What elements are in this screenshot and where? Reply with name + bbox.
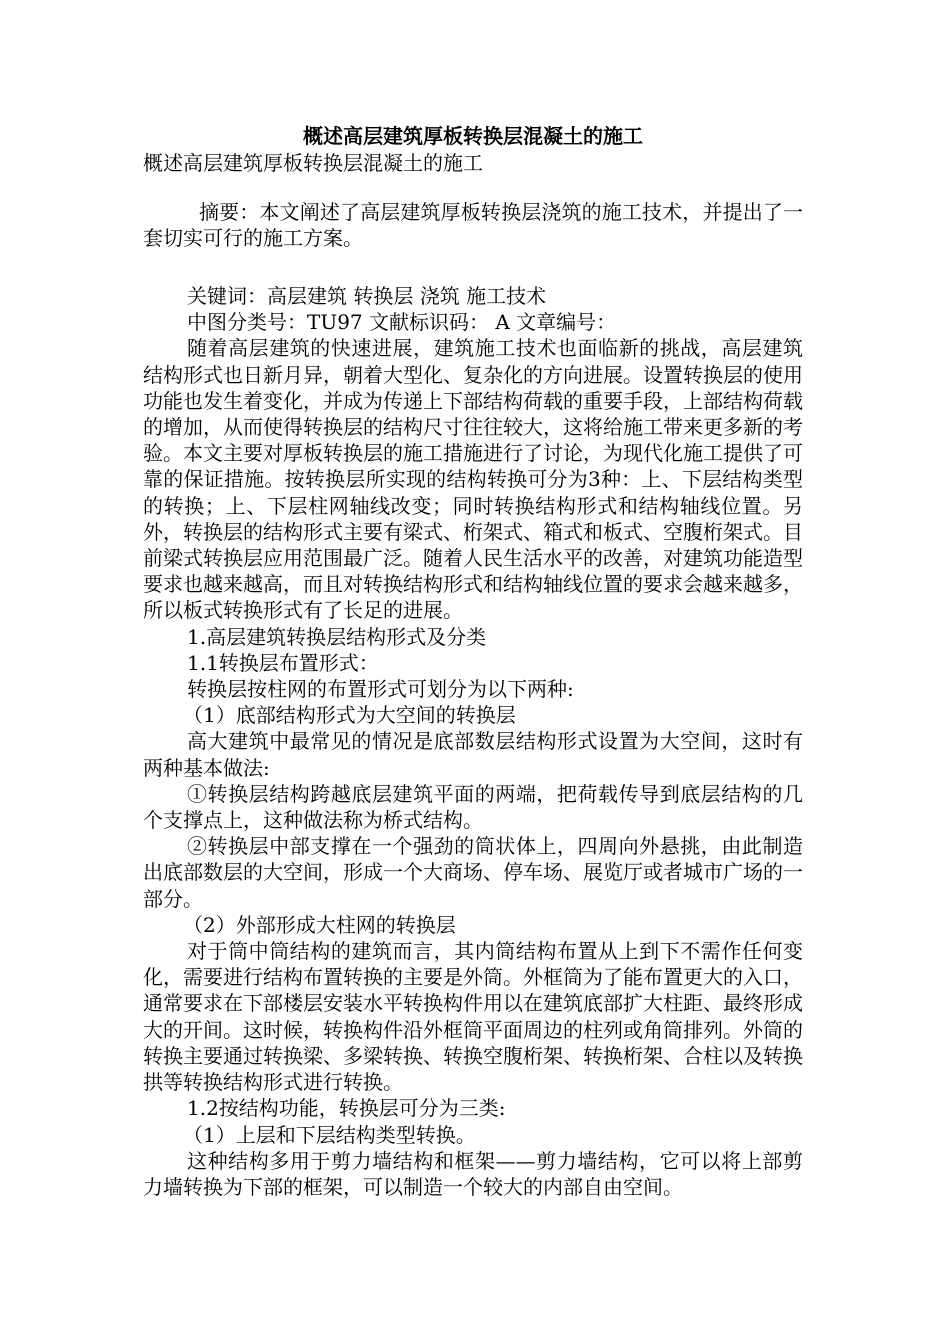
classification-line: 中图分类号：TU97 文献标识码： A 文章编号： (187, 310, 617, 335)
subsection-heading: 1.1转换层布置形式： (187, 650, 379, 675)
body-paragraph: 这种结构多用于剪力墙结构和框架——剪力墙结构，它可以将上部剪力墙转换为下部的框架，可以制造一个较大的内部自由空间。 (143, 1148, 803, 1199)
spacer (143, 251, 803, 283)
subsection-heading: 1.2按结构功能，转换层可分为三类: (187, 1096, 506, 1121)
list-item-heading: （2）外部形成大柱网的转换层 (183, 912, 456, 937)
body-paragraph: ①转换层结构跨越底层建筑平面的两端，把荷载传导到底层结构的几个支撑点上，这种做法称为桥式结构。 (143, 781, 803, 833)
body-paragraph: ②转换层中部支撑在一个强劲的筒状体上，四周向外悬挑，由此制造出底部数层的大空间，形成一个大商场、停车场、展览厅或者城市广场的一部分。 (143, 834, 803, 911)
list-item-heading: （1）底部结构形式为大空间的转换层 (183, 703, 516, 728)
body-paragraph: 转换层按柱网的布置形式可划分为以下两种: (187, 677, 574, 702)
list-item-heading: （1）上层和下层结构类型转换。 (183, 1122, 476, 1147)
document-page (143, 122, 803, 1200)
document-title: 概述高层建筑厚板转换层混凝土的施工 (303, 124, 643, 148)
body-paragraph: 对于筒中筒结构的建筑而言，其内筒结构布置从上到下不需作任何变化，需要进行结构布置转换的主要是外筒。外框筒为了能布置更大的入口，通常要求在下部楼层安装水平转换构件用以在建筑底部扩大柱距、最终形成大的开间。这时候，转换构件沿外框筒平面周边的柱列或角筒排列。外筒的转换主要通过转换梁、多梁转换、转换空腹桁架、转换桁架、合柱以及转换拱等转换结构形式进行转换。 (143, 939, 803, 1095)
keywords: 关键词：高层建筑 转换层 浇筑 施工技术 (187, 284, 547, 308)
body-paragraph: 高大建筑中最常见的情况是底部数层结构形式设置为大空间，这时有两种基本做法: (143, 729, 803, 780)
body-paragraph: 随着高层建筑的快速进展，建筑施工技术也面临新的挑战，高层建筑结构形式也日新月异，朝着大型化、复杂化的方向进展。设置转换层的使用功能也发生着变化，并成为传递上下部结构荷载的重要手段，上部结构荷载的增加，从而使得转换层的结构尺寸往往较大，这将给施工带来更多新的考验。本文主要对厚板转换层的施工措施进行了讨论，为现代化施工提供了可靠的保证措施。按转换层所实现的结构转换可分为3种：上、下层结构类型的转换；上、下层柱网轴线改变；同时转换结构形式和结构轴线位置。另外，转换层的结构形式主要有梁式、桁架式、箱式和板式、空腹桁架式。目前梁式转换层应用范围最广泛。随着人民生活水平的改善，对建筑功能造型要求也越来越高，而且对转换结构形式和结构轴线位置的要求会越来越多，所以板式转换形式有了长足的进展。 (143, 336, 803, 623)
spacer (143, 177, 803, 199)
section-heading: 1.高层建筑转换层结构形式及分类 (187, 624, 487, 649)
document-subtitle: 概述高层建筑厚板转换层混凝土的施工 (143, 151, 483, 175)
abstract: 摘要：本文阐述了高层建筑厚板转换层浇筑的施工技术，并提出了一套切实可行的施工方案。 (143, 200, 803, 250)
